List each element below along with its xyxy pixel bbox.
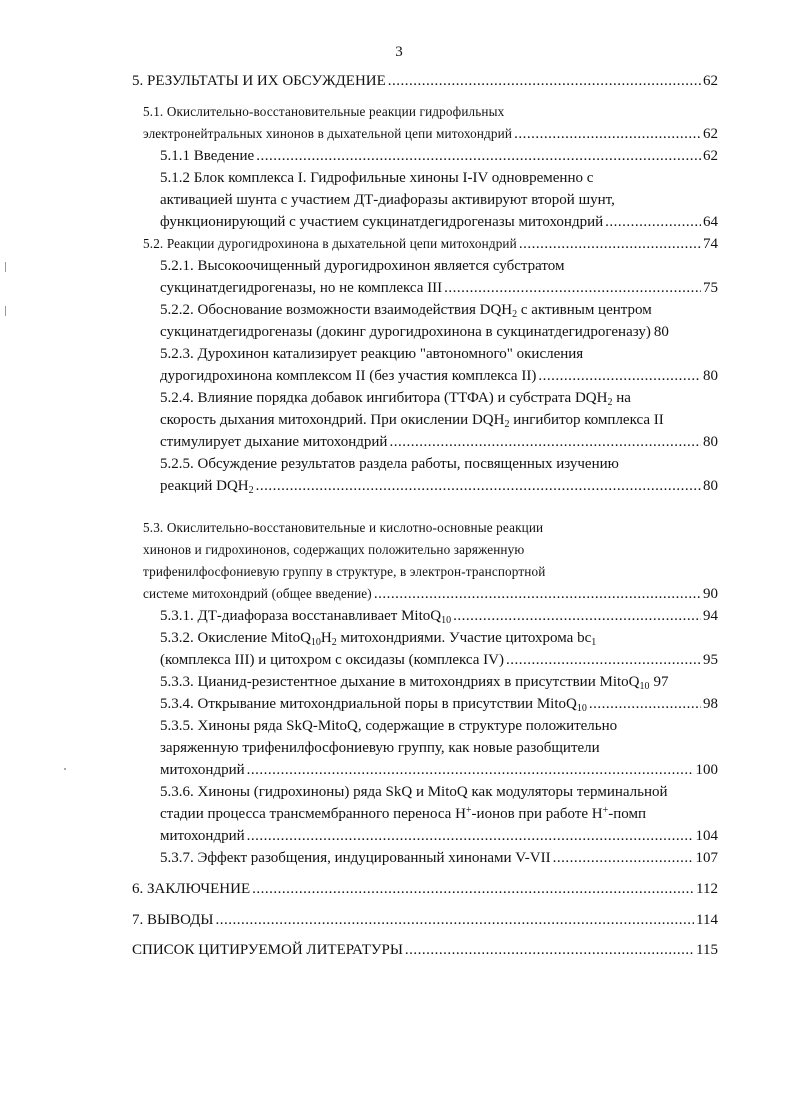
toc-entry-5-2-2[interactable]	[160, 322, 718, 342]
toc-entry-5-3-5-line2[interactable]: заряженную трифенилфосфониевую группу, как новые разобщители	[160, 740, 600, 756]
toc-entry-5-3-6-line1[interactable]: 5.3.6. Хиноны (гидрохиноны) ряда SkQ и MitoQ как модуляторы терминальной	[160, 784, 668, 800]
toc-page-number: 107	[695, 850, 718, 866]
leader-dots	[553, 848, 694, 868]
toc-page-number: 94	[703, 608, 718, 624]
toc-entry-5-2-4-line1[interactable]	[160, 388, 631, 408]
leader-dots	[388, 71, 701, 91]
text: ингибитор комплекса II	[509, 412, 664, 428]
text: на	[612, 390, 631, 406]
toc-page-number: 75	[703, 280, 718, 296]
toc-entry-5-1-2[interactable]	[160, 212, 718, 232]
subscript: 2	[607, 397, 613, 408]
toc-entry-5-1-1[interactable]	[160, 146, 718, 166]
toc-page-number: 97	[653, 674, 669, 690]
text: 5.3.2. Окисление MitoQ	[160, 630, 311, 646]
toc-entry-5-3-7[interactable]	[160, 848, 718, 868]
toc-entry-5-2[interactable]	[143, 234, 718, 254]
leader-dots	[589, 694, 701, 714]
leader-dots	[605, 212, 701, 232]
subscript: 10	[639, 681, 650, 692]
toc-entry-label: 6. ЗАКЛЮЧЕНИЕ	[132, 881, 251, 897]
toc-entry-label: стимулирует дыхание митохондрий	[160, 434, 388, 450]
leader-dots	[444, 278, 701, 298]
toc-entry-5-3-3[interactable]	[160, 672, 718, 692]
text: -ионов при работе H	[471, 806, 603, 822]
toc-entry-5-1[interactable]	[143, 124, 718, 144]
toc-entry-label: (комплекса III) и цитохром с оксидазы (комплекса IV)	[160, 652, 504, 668]
text: 5.2.2. Обоснование возможности взаимодействия DQH	[160, 302, 513, 318]
toc-page-number: 62	[703, 148, 718, 164]
leader-dots	[247, 826, 694, 846]
toc-page-number: 114	[696, 912, 718, 928]
toc-entry-label: системе митохондрий (общее введение)	[143, 586, 372, 601]
leader-dots	[252, 879, 694, 899]
toc-entry-5-2-3[interactable]	[160, 366, 718, 386]
toc-entry-7[interactable]	[132, 910, 718, 930]
text: с активным центром	[517, 302, 652, 318]
toc-page-number: 62	[703, 73, 718, 89]
toc-page-number: 95	[703, 652, 718, 668]
leader-dots	[216, 910, 695, 930]
toc-entry-5-2-3-line1[interactable]: 5.2.3. Дурохинон катализирует реакцию "автономного" окисления	[160, 346, 584, 362]
text: скорость дыхания митохондрий. При окислении DQH	[160, 412, 505, 428]
toc-entry-label: митохондрий	[160, 762, 245, 778]
leader-dots	[389, 432, 701, 452]
toc-entry-label: митохондрий	[160, 828, 245, 844]
toc-entry-5-3-line1[interactable]: 5.3. Окислительно-восстановительные и кислотно-основные реакции	[143, 520, 544, 535]
toc-page-number: 64	[703, 214, 718, 230]
toc-page-number: 104	[695, 828, 718, 844]
toc-entry-5-2-4[interactable]	[160, 432, 718, 452]
toc-entry-5-3-1[interactable]	[160, 606, 718, 626]
toc-entry-label: 7. ВЫВОДЫ	[132, 912, 214, 928]
toc-entry-label: СПИСОК ЦИТИРУЕМОЙ ЛИТЕРАТУРЫ	[132, 942, 403, 958]
subscript: 10	[441, 615, 452, 626]
toc-entry-5-3-5-line1[interactable]: 5.3.5. Хиноны ряда SkQ-MitoQ, содержащие в структуре положительно	[160, 718, 618, 734]
leader-dots	[256, 146, 701, 166]
toc-page-number: 98	[703, 696, 718, 712]
toc-page-number: 80	[653, 324, 669, 340]
toc-entry-5-3-line2[interactable]: хинонов и гидрохинонов, содержащих положительно заряженную	[143, 542, 525, 557]
leader-dots	[256, 476, 701, 496]
toc-entry-label: 5.1.1 Введение	[160, 148, 255, 164]
toc-entry-label: сукцинатдегидрогеназы, но не комплекса III	[160, 280, 443, 296]
toc-entry-5[interactable]	[132, 71, 718, 91]
text: -помп	[608, 806, 647, 822]
leader-dots	[453, 606, 701, 626]
toc-page-number: 74	[703, 236, 718, 252]
toc-entry-5-2-2-line1[interactable]	[160, 300, 652, 320]
toc-page-number: 100	[695, 762, 718, 778]
leader-dots	[405, 940, 694, 960]
leader-dots	[247, 760, 694, 780]
toc-entry-5-3-5[interactable]	[160, 760, 718, 780]
toc-entry-references[interactable]	[132, 940, 718, 960]
superscript: +	[602, 805, 609, 816]
leader-dots	[514, 124, 701, 144]
toc-entry-label: дурогидрохинона комплексом II (без участия комплекса II)	[160, 368, 537, 384]
subscript: 2	[504, 419, 510, 430]
toc-page-number: 80	[703, 368, 718, 384]
scan-margin-mark	[5, 306, 6, 316]
toc-entry-6[interactable]	[132, 879, 718, 899]
toc-entry-label: электронейтральных хинонов в дыхательной цепи митохондрий	[143, 126, 513, 141]
leader-dots	[374, 584, 701, 604]
toc-entry-5-1-2-line2[interactable]: активацией шунта с участием ДТ-диафоразы активируют второй шунт,	[160, 192, 615, 208]
toc-entry-5-3[interactable]	[143, 584, 718, 604]
toc-entry-label: 5.2. Реакции дурогидрохинона в дыхательной цепи митохондрий	[143, 236, 517, 251]
toc-page-number: 112	[696, 881, 718, 897]
text: 5.2.4. Влияние порядка добавок ингибитора (ТТФА) и субстрата DQH	[160, 390, 608, 406]
toc-entry-label: 5. РЕЗУЛЬТАТЫ И ИХ ОБСУЖДЕНИЕ	[132, 73, 386, 89]
toc-entry-label: реакций $DQH_2$	[160, 478, 254, 496]
toc-entry-5-1-line1[interactable]: 5.1. Окислительно-восстановительные реакции гидрофильных	[143, 104, 505, 119]
toc-entry-5-3-6[interactable]	[160, 826, 718, 846]
page-number: 3	[395, 44, 403, 60]
subscript: 10	[310, 637, 321, 648]
toc-entry-5-3-2[interactable]	[160, 650, 718, 670]
text: митохондриями. Участие цитохрома bc	[336, 630, 592, 646]
toc-entry-5-2-1-line1[interactable]: 5.2.1. Высокоочищенный дурогидрохинон является субстратом	[160, 258, 565, 274]
toc-entry-5-3-line3[interactable]: трифенилфосфониевую группу в структуре, в электрон-транспортной	[143, 564, 546, 579]
toc-entry-label: сукцинатдегидрогеназы (докинг дурогидрохинона в сукцинатдегидрогеназу)	[160, 324, 651, 340]
text: H	[320, 630, 332, 646]
scan-margin-mark	[5, 262, 6, 272]
leader-dots	[538, 366, 701, 386]
toc-entry-5-2-1[interactable]	[160, 278, 718, 298]
toc-entry-5-3-4[interactable]	[160, 694, 718, 714]
toc-entry-label: 5.3.4. Открывание митохондриальной поры в присутствии MitoQ$_{10}$	[160, 696, 587, 714]
leader-dots	[519, 234, 701, 254]
toc-entry-5-1-2-line1[interactable]: 5.1.2 Блок комплекса I. Гидрофильные хиноны I-IV одновременно с	[160, 170, 594, 186]
toc-entry-5-3-2-line1[interactable]	[160, 628, 596, 648]
subscript: 2	[331, 637, 337, 648]
toc-page-number: 80	[703, 478, 718, 494]
toc-entry-5-2-5[interactable]	[160, 476, 718, 496]
toc-entry-label: 5.3.3. Цианид-резистентное дыхание в митохондриях в присутствии MitoQ$_{10}$	[160, 674, 650, 692]
toc-entry-5-2-5-line1[interactable]: 5.2.5. Обсуждение результатов раздела работы, посвященных изучению	[160, 456, 619, 472]
scan-speck	[64, 768, 66, 770]
subscript: 1	[591, 637, 597, 648]
superscript: +	[465, 805, 472, 816]
toc-page-number: 115	[696, 942, 718, 958]
subscript: 2	[248, 485, 254, 496]
text: стадии процесса трансмембранного переноса H	[160, 806, 466, 822]
toc-page-number: 90	[703, 586, 718, 602]
toc-page-number: 62	[703, 126, 718, 142]
toc-entry-5-3-6-line2[interactable]	[160, 804, 646, 824]
leader-dots	[506, 650, 701, 670]
toc-entry-label: функционирующий с участием сукцинатдегидрогеназы митохондрий	[160, 214, 604, 230]
toc-entry-label: 5.3.1. ДТ-диафораза восстанавливает MitoQ$_{10}$	[160, 608, 452, 626]
subscript: 2	[512, 309, 518, 320]
toc-entry-label: 5.3.7. Эффект разобщения, индуцированный хинонами V-VII	[160, 850, 551, 866]
subscript: 10	[576, 703, 587, 714]
toc-page-number: 80	[703, 434, 718, 450]
toc-entry-5-2-4-line2[interactable]	[160, 410, 664, 430]
